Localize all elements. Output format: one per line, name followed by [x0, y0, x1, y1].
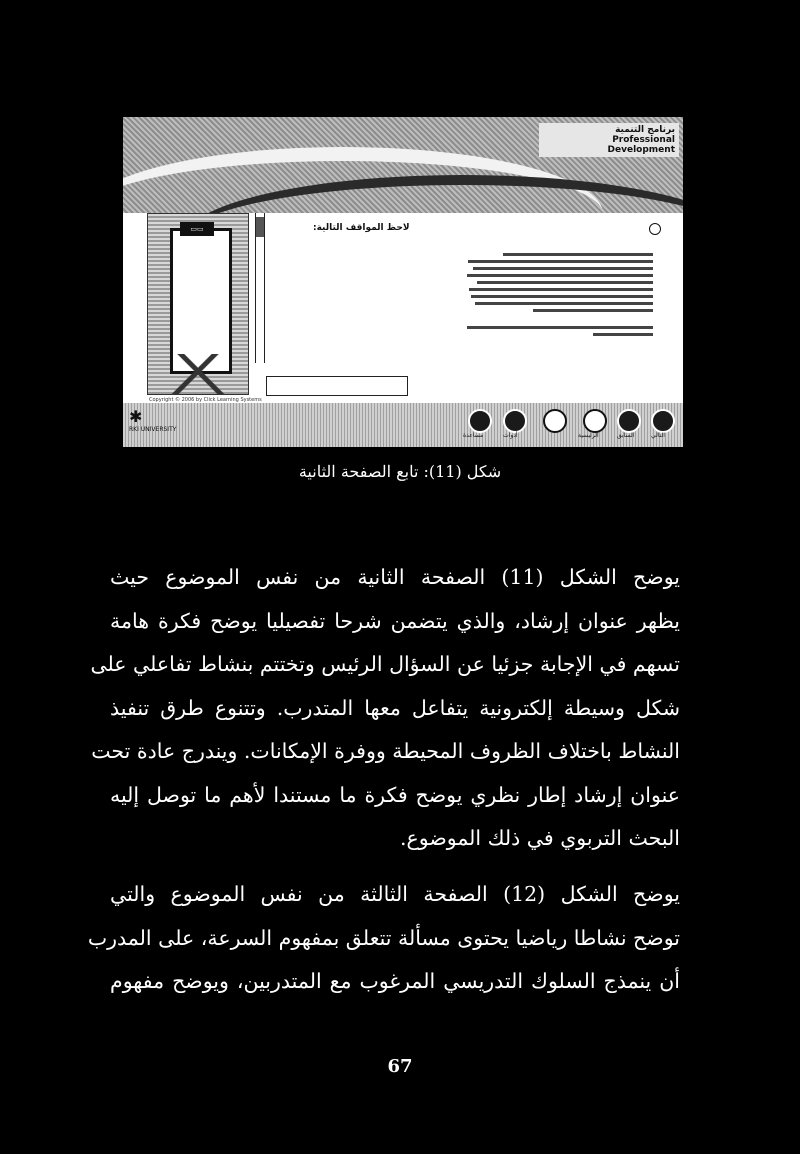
- paragraph-line: يظهر عنوان إرشاد، والذي يتضمن شرحا تفصيليا يوضح فكرة هامة: [110, 608, 680, 633]
- help-icon[interactable]: [468, 409, 492, 433]
- toolbar-caption-help: مساعدة: [463, 432, 484, 439]
- toolbar-caption-next: التالي: [651, 432, 665, 439]
- apple-icon: [649, 223, 661, 235]
- body-paragraph-2: [87, 873, 680, 1004]
- door-illustration: [147, 213, 249, 395]
- figure-screen-title: لاحظ المواقف التالية:: [313, 223, 410, 233]
- toolbar-caption-home: الرئيسية: [578, 432, 599, 439]
- home-icon[interactable]: [543, 409, 567, 433]
- paragraph-line: يوضح الشكل (11) الصفحة الثانية من نفس الموضوع حيث: [110, 565, 680, 589]
- toolbar-caption-previous: السابق: [617, 432, 635, 439]
- logo-text: RKI UNIVERSITY: [129, 426, 177, 433]
- body-paragraph-1: [90, 556, 680, 861]
- tools-icon[interactable]: [503, 409, 527, 433]
- paragraph-line: يوضح الشكل (12) الصفحة الثالثة من نفس الموضوع والتي: [110, 882, 680, 906]
- next-icon[interactable]: [651, 409, 675, 433]
- list-icon[interactable]: [583, 409, 607, 433]
- university-logo: [129, 407, 207, 443]
- figure-answer-input[interactable]: [266, 376, 408, 396]
- figure-scrollbar[interactable]: [255, 213, 265, 363]
- paragraph-line: أن ينمذج السلوك التدريسي المرغوب مع المتدربين، ويوضح مفهوم: [110, 969, 680, 993]
- figure-toolbar: [123, 403, 683, 447]
- paragraph-line: البحث التربوي في ذلك الموضوع.: [399, 826, 680, 850]
- page-number: 67: [387, 1056, 413, 1077]
- door-floor: [148, 354, 248, 394]
- door-frame: [170, 228, 232, 374]
- brand-arabic: برنامج التنمية: [615, 125, 675, 135]
- paragraph-line: تسهم في الإجابة جزئيا عن السؤال الرئيس وتختتم بنشاط تفاعلي على: [90, 652, 680, 676]
- figure-screenshot: [123, 117, 683, 447]
- figure-brand: [539, 123, 679, 157]
- figure-banner: [123, 117, 683, 213]
- figure-text-block: [463, 253, 653, 340]
- paragraph-line: شكل وسيطة إلكترونية يتفاعل معها المتدرب. وتتنوع طرق تنفيذ: [110, 695, 680, 720]
- previous-icon[interactable]: [617, 409, 641, 433]
- brand-english: Professional Development: [607, 135, 675, 155]
- toolbar-caption-tools: أدوات: [503, 432, 518, 439]
- door-sign: ▭▭: [180, 222, 214, 236]
- figure-content-area: [123, 213, 683, 403]
- paragraph-line: توضح نشاطا رياضيا يحتوى مسألة تتعلق بمفهوم السرعة، على المدرب: [87, 925, 680, 950]
- scrollbar-thumb[interactable]: [256, 217, 264, 237]
- figure-copyright: Copyright © 2006 by Click Learning Systems: [149, 397, 262, 403]
- logo-star-icon: ✱: [129, 407, 143, 426]
- paragraph-line: عنوان إرشاد إطار نظري يوضح فكرة ما مستندا لأهم ما توصل إليه: [110, 782, 680, 807]
- figure-caption: شكل (11): تابع الصفحة الثانية: [298, 462, 502, 481]
- paragraph-line: النشاط باختلاف الظروف المحيطة ووفرة الإمكانات. ويندرج عادة تحت: [91, 739, 680, 763]
